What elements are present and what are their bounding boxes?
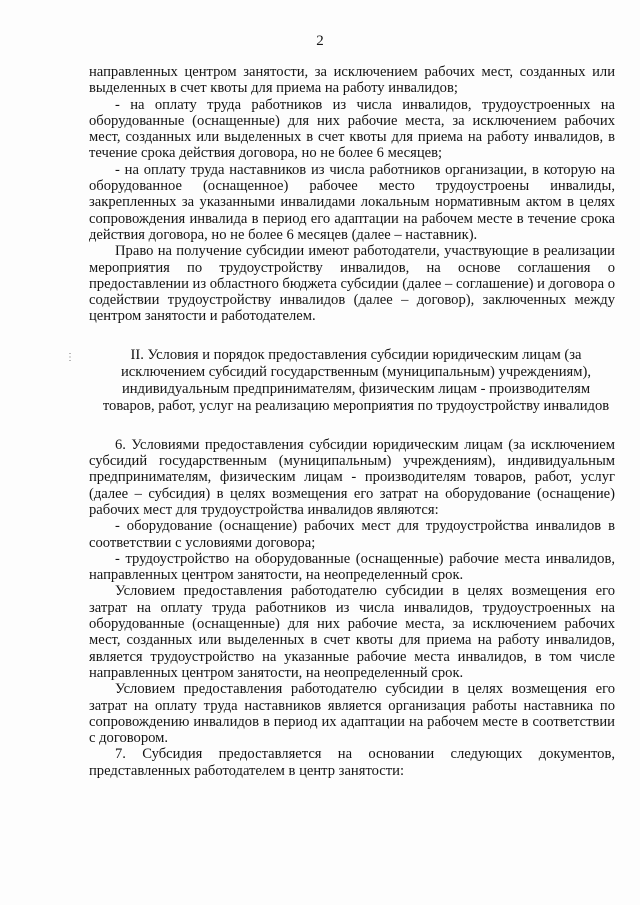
paragraph-7: 7. Субсидия предоставляется на основании следующих документов, представленных работодателем в центр занятости: (89, 746, 615, 779)
section-heading-2: ⋮ II. Условия и порядок предоставления субсидии юридическим лицам (за исключением субсидий государственным (муниципальным) учреждениям), индивидуальным предпринимателям, физическим лицам - производителям товаров, работ, услуг на реализацию мероприятия по трудоустройству инвалидов (65, 346, 610, 414)
page-number: 2 (316, 33, 324, 49)
paragraph-condition-workers-pay: Условием предоставления работодателю субсидии в целях возмещения его затрат на оплату труда работников из числа инвалидов, трудоустроенных на оборудованные (оснащенные) для них рабочие места, за исключением рабочих мест, созданных или выделенных в счет квоты для приема на работу инвалидов, является трудоустройство на указанные рабочие места инвалидов, в том числе направленных центром занятости, на неопределенный срок. (89, 583, 615, 681)
paragraph-continuation: направленных центром занятости, за исключением рабочих мест, созданных или выделенных в счет квоты для приема на работу инвалидов; (89, 64, 615, 97)
list-item-employment: - трудоустройство на оборудованные (оснащенные) рабочие места инвалидов, направленных центром занятости, на неопределенный срок. (89, 550, 615, 584)
paragraph-right-to-subsidy: Право на получение субсидии имеют работодатели, участвующие в реализации мероприятия по трудоустройству инвалидов, на основе соглашения о предоставлении из областного бюджета субсидии (далее – соглашение) и договора о содействии трудоустройству инвалидов (далее – договор), заключенных между центром занятости и работодателем. (89, 243, 615, 325)
document-body (65, 64, 615, 779)
list-item-disabled-workers-pay: - на оплату труда работников из числа инвалидов, трудоустроенных на оборудованные (оснащенные) для них рабочие места, за исключением рабочих мест, созданных или выделенных в счет квоты для приема на работу инвалидов, в течение срока действия договора, но не более 6 месяцев; (89, 96, 615, 162)
paragraph-6: 6. Условиями предоставления субсидии юридическим лицам (за исключением субсидий государственным (муниципальным) учреждениям), индивидуальным предпринимателям, физическим лицам - производителям товаров, работ, услуг (далее – субсидия) в целях возмещения его затрат на оборудование (оснащение) рабочих мест для трудоустройства инвалидов являются: (89, 436, 615, 518)
list-item-equipment: - оборудование (оснащение) рабочих мест для трудоустройства инвалидов в соответствии с условиями договора; (89, 518, 615, 551)
paragraph-condition-mentor-pay: Условием предоставления работодателю субсидии в целях возмещения его затрат на оплату труда наставников является организация работы наставника по сопровождению инвалидов в период их адаптации на рабочем месте в соответствии с договором. (89, 681, 615, 747)
list-item-mentor-pay: - на оплату труда наставников из числа работников организации, в которую на оборудованное (оснащенное) рабочее место трудоустроены инвалиды, закрепленных за указанными инвалидами локальным нормативным актом в целях сопровождения инвалида в период его адаптации на рабочем месте в течение срока действия договора, но не более 6 месяцев (далее – наставник). (89, 161, 615, 243)
margin-mark-icon: ⋮ (65, 351, 75, 363)
